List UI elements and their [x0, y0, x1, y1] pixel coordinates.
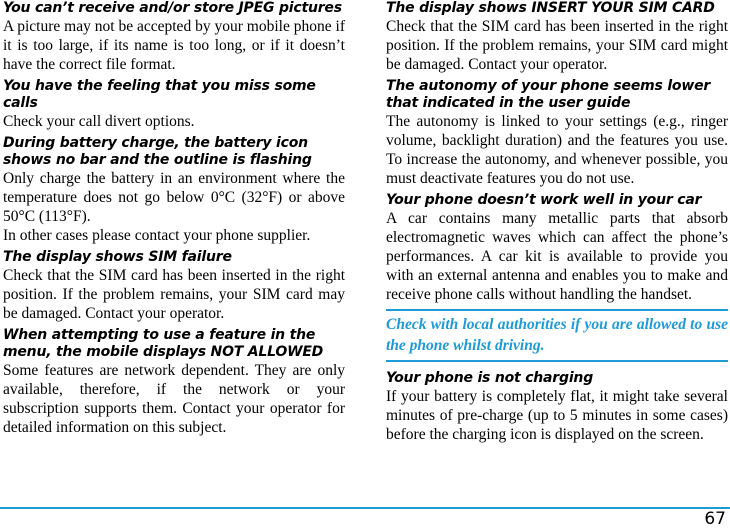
section-body: Check that the SIM card has been inserted in the right position. If the problem remains, your SIM card might be damaged. Contact your operator. [386, 18, 728, 73]
driving-safety-note: Check with local authorities if you are allowed to use the phone whilst driving. [386, 309, 728, 362]
faq-section [3, 0, 345, 74]
section-heading: During battery charge, the battery icon shows no bar and the outline is flashing [3, 135, 312, 168]
section-heading: The display shows SIM failure [3, 249, 232, 265]
faq-section [3, 249, 345, 323]
section-body: If your battery is completely flat, it might take several minutes of pre-charge (up to 5 minutes in some cases) before the charging icon is displayed on the screen. [386, 388, 728, 443]
section-heading: You can’t receive and/or store JPEG pictures [3, 0, 342, 16]
section-body: The autonomy is linked to your settings (e.g., ringer volume, backlight duration) and the features you use. To increase the autonomy, and whenever possible, you must deactivate features you do not use. [386, 113, 728, 187]
page-number: 67 [704, 509, 726, 529]
right-column [386, 0, 728, 444]
faq-section [3, 78, 345, 131]
section-body: Some features are network dependent. They are only available, therefore, if the network or your subscription supports them. Contact your operator for detailed information on this subject. [3, 362, 345, 436]
faq-section [386, 78, 728, 188]
left-column [3, 0, 345, 437]
section-heading: Your phone is not charging [386, 370, 594, 386]
section-heading: When attempting to use a feature in the menu, the mobile displays NOT ALLOWED [3, 327, 324, 360]
section-body: A car contains many metallic parts that absorb electromagnetic waves which can affect the phone’s performances. A car kit is available to provide you with an external antenna and enables you to make and receive phone calls without handling the handset. [386, 210, 728, 303]
section-heading: The autonomy of your phone seems lower that indicated in the user guide [386, 78, 711, 111]
section-body: Check that the SIM card has been inserted in the right position. If the problem remains, your SIM card may be damaged. Contact your operator. [3, 267, 345, 322]
section-body: In other cases please contact your phone supplier. [3, 227, 311, 244]
footer-divider [0, 507, 730, 509]
faq-section [3, 135, 345, 245]
section-body: Check your call divert options. [3, 113, 195, 130]
faq-section [386, 370, 728, 444]
section-heading: You have the feeling that you miss some calls [3, 78, 316, 111]
faq-section [386, 192, 728, 304]
section-body: A picture may not be accepted by your mobile phone if it is too large, if its name is too long, or if it doesn’t have the correct file format. [3, 18, 345, 73]
faq-section [3, 327, 345, 437]
faq-section [386, 0, 728, 74]
section-body: Only charge the battery in an environment where the temperature does not go below 0°C (32°F) or above 50°C (113°F). [3, 170, 345, 225]
section-heading: Your phone doesn’t work well in your car [386, 192, 702, 208]
section-heading: The display shows INSERT YOUR SIM CARD [386, 0, 715, 16]
